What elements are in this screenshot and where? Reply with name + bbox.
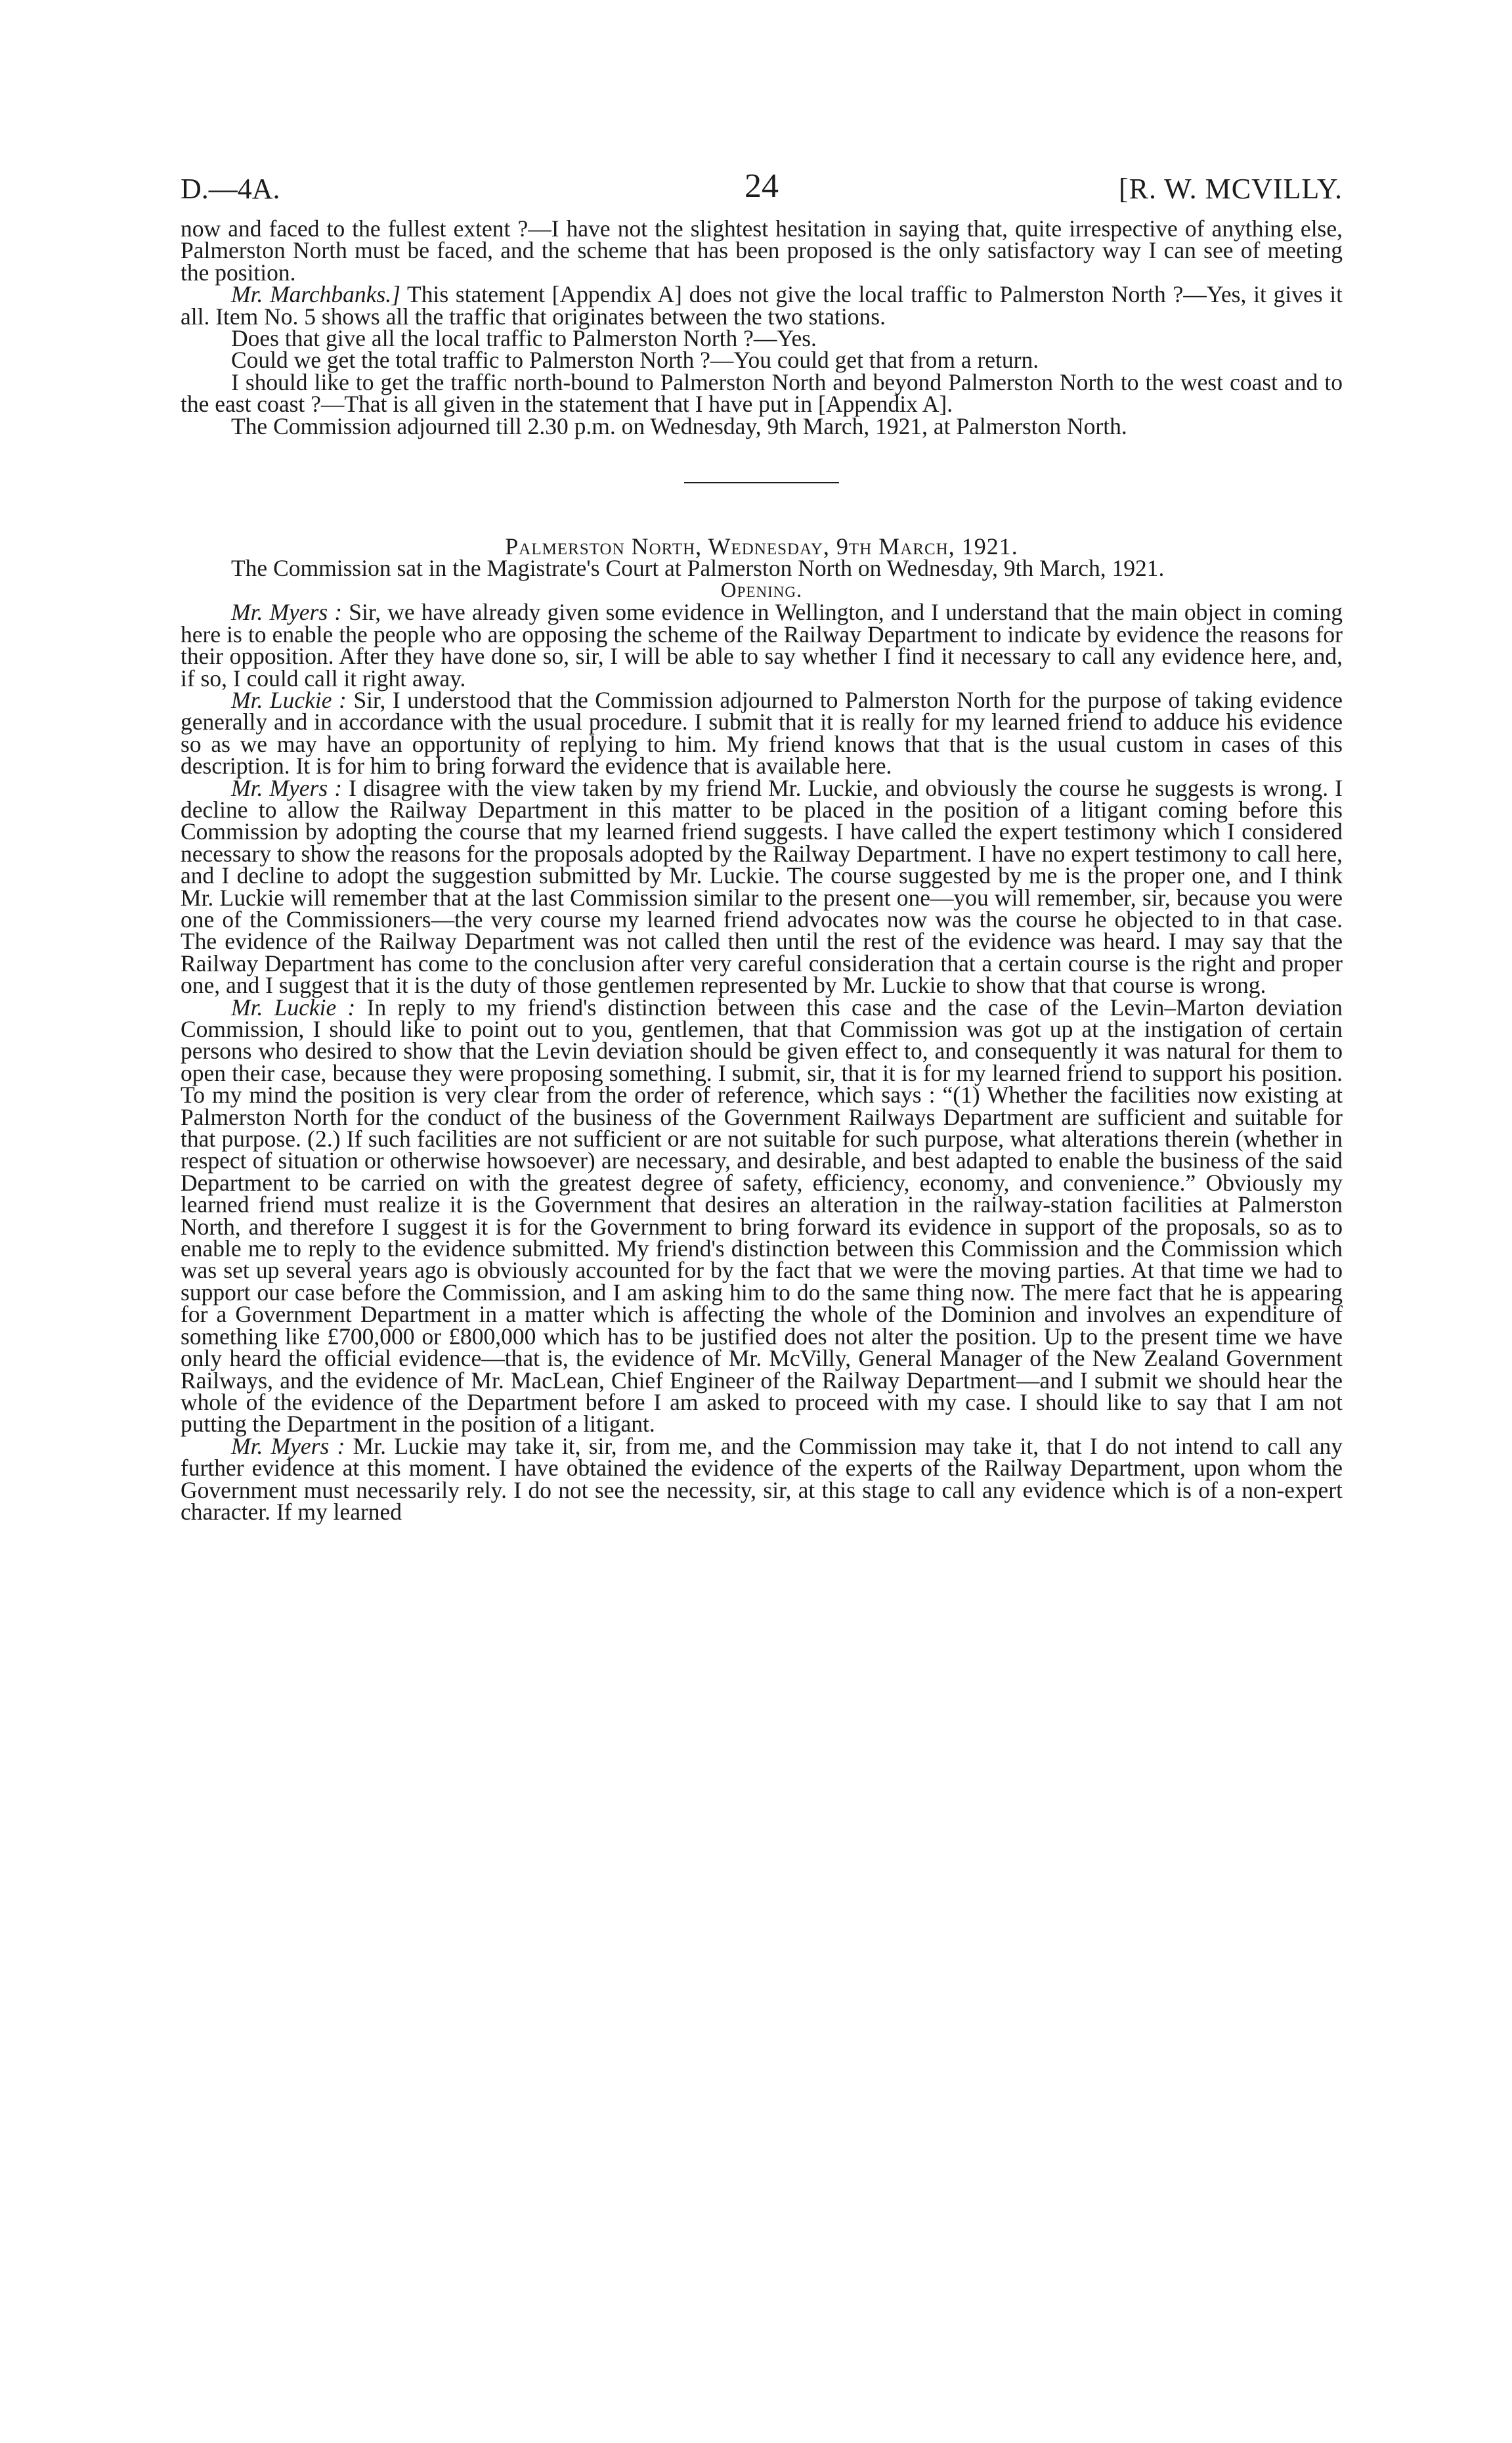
paragraph — [181, 994, 1343, 1438]
page-number: 24 — [745, 167, 779, 205]
speaker-name: Mr. Myers : — [231, 1432, 345, 1459]
speaker-name: Mr. Luckie : — [231, 686, 347, 713]
paragraph-text: In reply to my friend's distinction between this case and the case of the Levin–Marton deviation Commission, I should like to point out to you, gentlemen, that that Commission was got up at the instigation of certain persons who desired to show that the Levin deviation should be given effect to, and consequently it was natural for them to open their case, because they were proposing something. I submit, sir, that it is for my learned friend to support his position. To my mind the position is very clear from the order of reference, which says : “(1) Whether the facilities now existing at Palmerston North for the conduct of the business of the Government Railways Department are sufficient and suitable for that purpose. (2.) If such facilities are not sufficient or are not suitable for such purpose, what alterations therein (whether in respect of situation or otherwise howsoever) are necessary, and desirable, and best adapted to enable the business of the said Department to be carried on with the greatest degree of safety, efficiency, economy, and convenience.” Obviously my learned friend must realize it is the Government that desires an alteration in the railway-station facilities at Palmerston North, and therefore I suggest it is for the Government to bring forward its evidence in support of the proposals, so as to enable me to reply to the evidence submitted. My friend's distinction between this Commission and the Commission which was set up several years ago is obviously accounted for by the fact that we were the moving parties. At that time we had to support our case before the Commission, and I am asking him to do the same thing now. The mere fact that he is appearing for a Government Department in a matter which is affecting the whole of the Dominion and involves an expenditure of something like £700,000 or £800,000 which has to be justified does not alter the position. Up to the present time we have only heard the official evidence—that is, the evidence of Mr. McVilly, General Manager of the New Zealand Government Railways, and the evidence of Mr. MacLean, Chief Engineer of the Railway Department—and I submit we should hear the whole of the evidence of the Department before I am asked to proceed with my case. I should like to say that I am not putting the Department in the position of a litigant. — [181, 994, 1343, 1438]
witness-name: [R. W. MCVILLY. — [1118, 173, 1343, 205]
paragraph-text: This statement [Appendix A] does not give the local traffic to Palmerston North ?—Yes, it gives it all. Item No. 5 shows all the traffic that originates between the two stations. — [181, 281, 1343, 330]
paragraph: I should like to get the traffic north-bound to Palmerston North and beyond Palmerston North to the west coast and to the east coast ?—That is all given in the statement that I have put in [Appendix A]. — [181, 368, 1343, 418]
paragraph — [181, 1432, 1343, 1525]
paragraph — [181, 774, 1343, 999]
paragraph-text: I disagree with the view taken by my friend Mr. Luckie, and obviously the course he suggests is wrong. I decline to allow the Railway Department in this matter to be placed in the position of a litigant coming before this Commission by adopting the course that my learned friend suggests. I have called the expert testimony which I considered necessary to show the reasons for the proposals adopted by the Railway Department. I have no expert testimony to call here, and I decline to adopt the suggestion submitted by Mr. Luckie. The course suggested by me is the proper one, and I think Mr. Luckie will remember that at the last Commission similar to the present one—you will remember, sir, because you were one of the Commissioners—the very course my learned friend advocates now was the course he objected to in that case. The evidence of the Railway Department was not called then until the rest of the evidence was heard. I may say that the Railway Department has come to the conclusion after very careful consideration that a certain course is the right and proper one, and I suggest that it is the duty of those gentlemen represented by Mr. Luckie to show that that course is wrong. — [181, 774, 1343, 999]
speaker-name: Mr. Myers : — [231, 599, 343, 626]
document-page — [181, 167, 1343, 1525]
paragraph: Could we get the total traffic to Palmerston North ?—You could get that from a return. — [231, 347, 1039, 374]
paragraph-text: Sir, I understood that the Commission adjourned to Palmerston North for the purpose of taking evidence generally and in accordance with the usual procedure. I submit that it is really for my learned friend to adduce his evidence so as we may have an opportunity of replying to him. My friend knows that that is the usual custom in cases of this description. It is for him to bring forward the evidence that is available here. — [181, 686, 1343, 780]
paragraph: now and faced to the fullest extent ?—I have not the slightest hesitation in saying that, quite irrespective of anything else, Palmerston North must be faced, and the scheme that has been proposed is the only satisfactory way I can see of meeting the position. — [181, 215, 1343, 286]
paragraph: The Commission adjourned till 2.30 p.m. on Wednesday, 9th March, 1921, at Palmerston North. — [231, 412, 1127, 439]
paragraph-text: Sir, we have already given some evidence in Wellington, and I understand that the main object in coming here is to enable the people who are opposing the scheme of the Railway Department to indicate by evidence the reasons for their opposition. After they have done so, sir, I will be able to say whether I find it necessary to call any evidence here, and, if so, I could call it right away. — [181, 599, 1343, 692]
paragraph-text: Mr. Luckie may take it, sir, from me, and the Commission may take it, that I do not intend to call any further evidence at this moment. I have obtained the evidence of the experts of the Railway Department, upon whom the Government must necessarily rely. I do not see the necessity, sir, at this stage to call any evidence which is of a non-expert character. If my learned — [181, 1432, 1343, 1525]
speaker-name: Mr. Luckie : — [231, 994, 356, 1021]
paragraph — [181, 281, 1343, 330]
document-reference: D.—4A. — [181, 173, 280, 205]
speaker-name: Mr. Marchbanks.] — [231, 281, 400, 308]
speaker-name: Mr. Myers : — [231, 774, 343, 801]
section-date-heading: Palmerston North, Wednesday, 9th March, 1921. — [505, 533, 1018, 560]
paragraph — [181, 686, 1343, 780]
paragraph — [181, 599, 1343, 692]
paragraph: Does that give all the local traffic to Palmerston North ?—Yes. — [231, 325, 817, 352]
page-header — [181, 167, 1343, 218]
section-subheading: Opening. — [720, 578, 803, 602]
section-divider — [684, 482, 839, 483]
paragraph: The Commission sat in the Magistrate's Court at Palmerston North on Wednesday, 9th March, 1921. — [231, 555, 1165, 582]
